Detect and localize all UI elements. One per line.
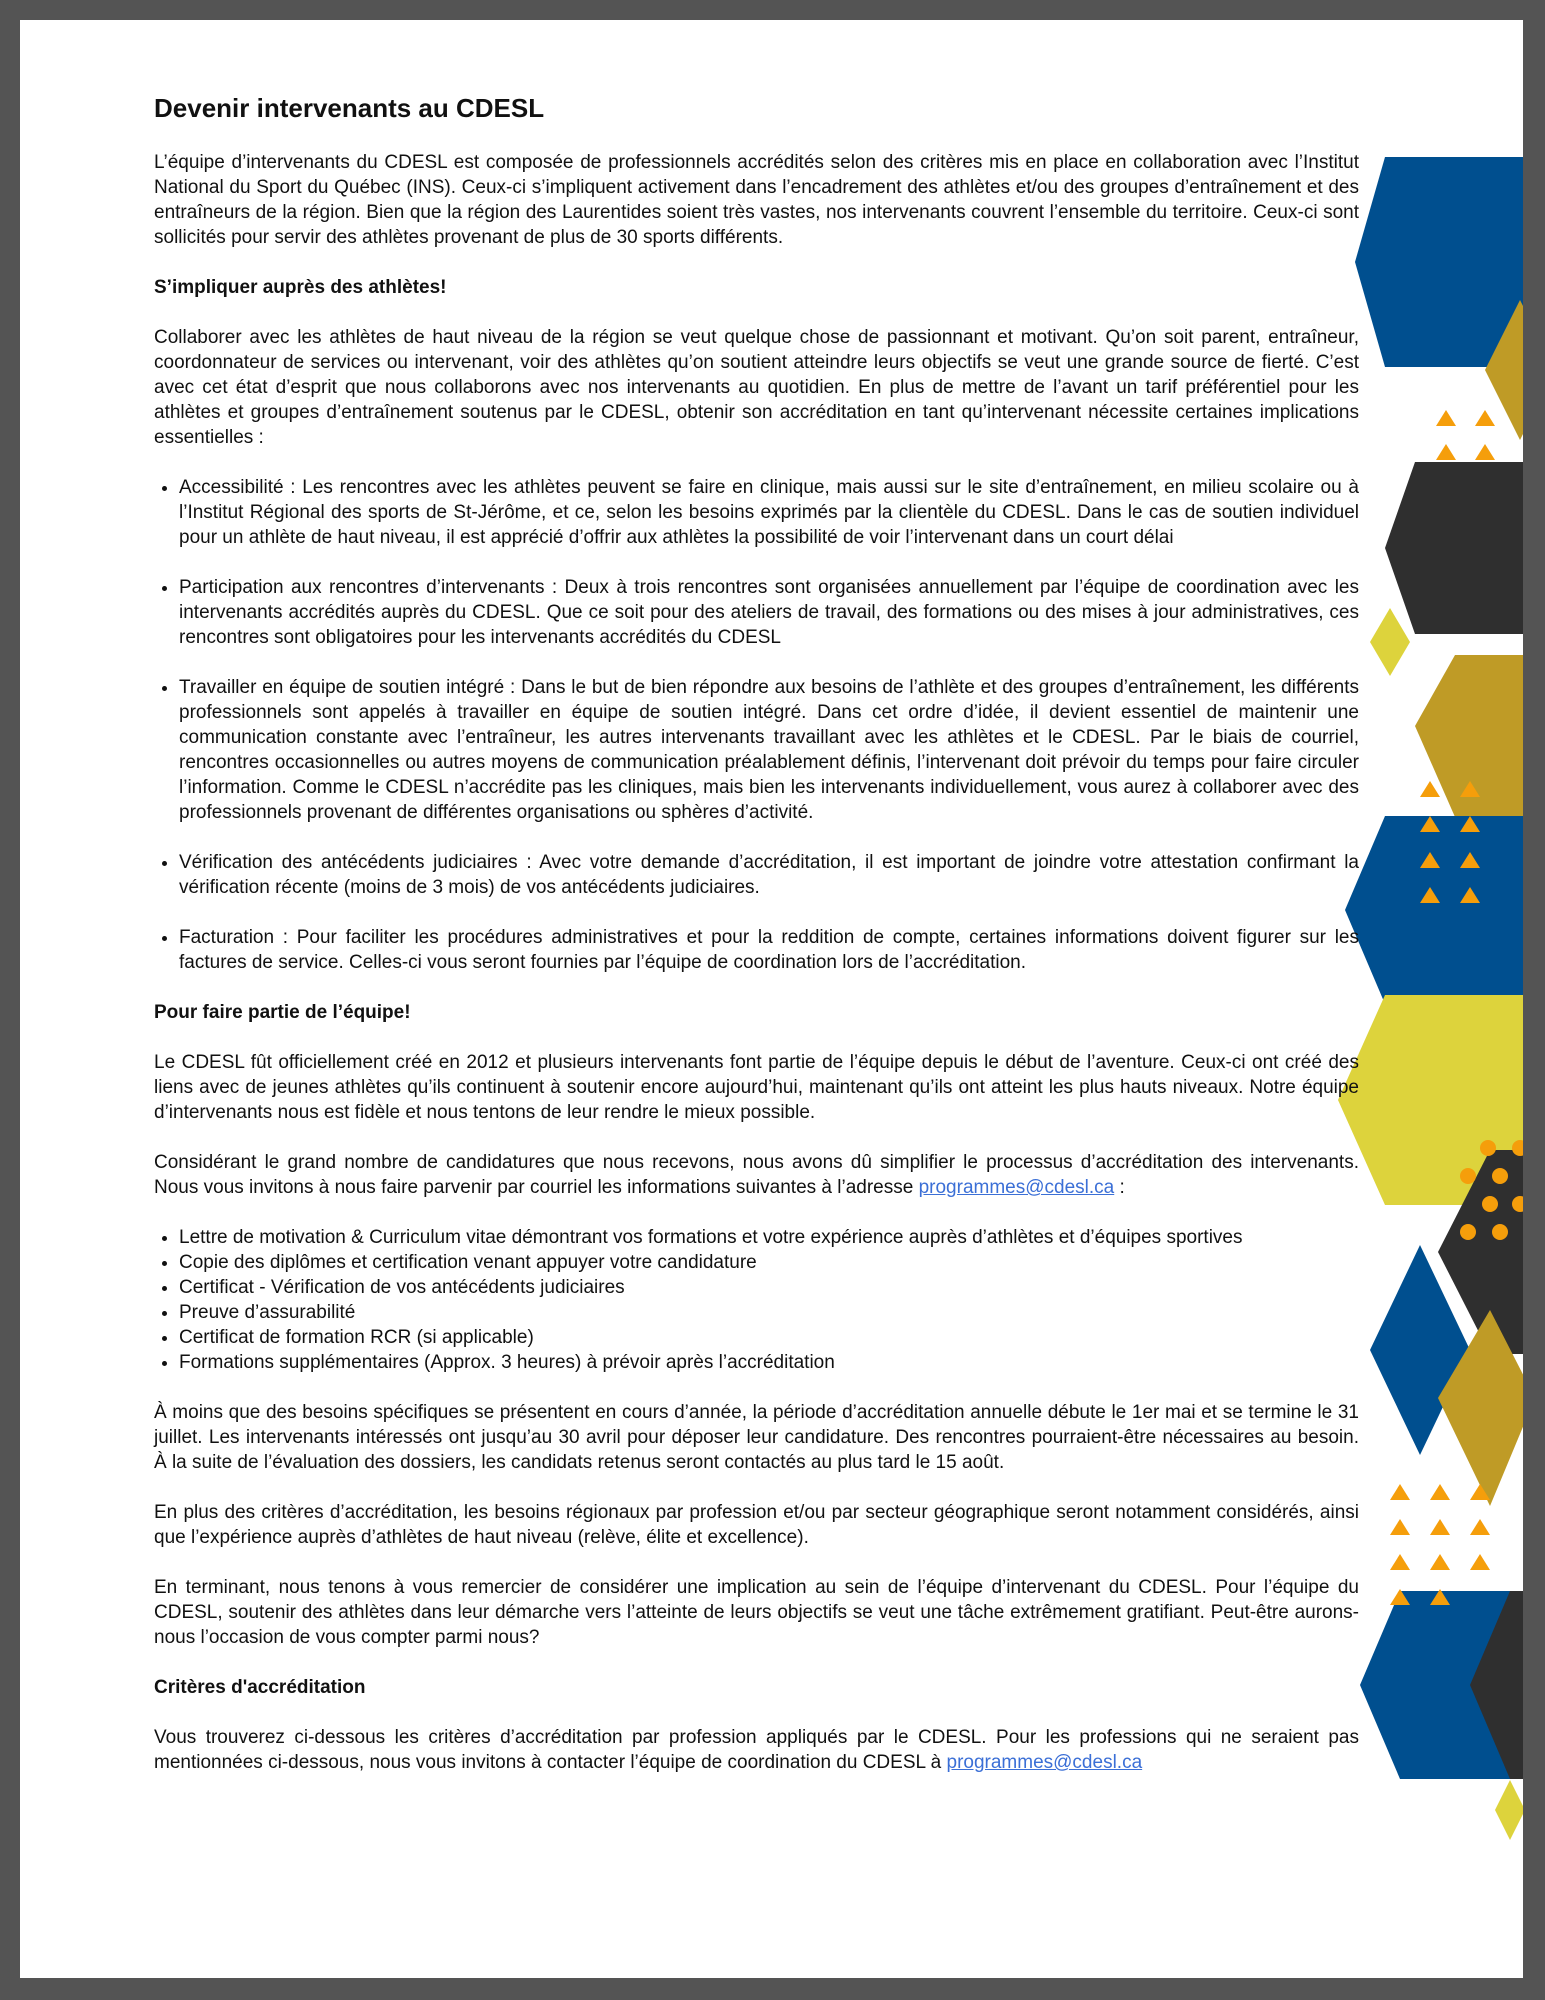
list-item: • Accessibilité : Les rencontres avec les athlètes peuvent se faire en clinique, mais aussi sur le site d’entraînement, en milieu scolaire ou à l’Institut Régional des sports de St-Jérôme, et ce, selon les besoins exprimés par la clientèle du CDESL. Dans le cas de soutien individuel pour un athlète de haut niveau, il est apprécié d’offrir aux athlètes la possibilité de voir l’intervenant dans un court délai	[179, 475, 1359, 550]
criteres-paragraph	[154, 1725, 1359, 1775]
candidature-paragraph	[154, 1150, 1359, 1200]
section-heading-criteres: Critères d'accréditation	[154, 1677, 366, 1698]
list-item: • Certificat de formation RCR (si applicable)	[179, 1325, 1359, 1350]
dark-hexagon	[1385, 462, 1523, 634]
implication-list	[154, 475, 1359, 975]
implication-paragraph: Collaborer avec les athlètes de haut niveau de la région se veut quelque chose de passionnant et motivant. Qu’on soit parent, entraîneur, coordonnateur de services ou intervenant, voir des athlètes qu’on soutient atteindre leurs objectifs se veut une grande source de fierté. C’est avec cet état d’esprit que nous collaborons avec nos intervenants au quotidien. En plus de mettre de l’avant un tarif préférentiel pour les athlètes et groupes d’entraînement soutenus par le CDESL, obtenir son accréditation en tant qu’intervenant nécessite certaines implications essentielles :	[154, 327, 1359, 448]
list-item: • Facturation : Pour faciliter les procédures administratives et pour la reddition de compte, certaines informations doivent figurer sur les factures de service. Celles-ci vous seront fournies par l’équipe de coordination lors de l’accréditation.	[179, 925, 1359, 975]
intro-paragraph: L’équipe d’intervenants du CDESL est composée de professionnels accrédités selon des critères mis en place en collaboration avec l’Institut National du Sport du Québec (INS). Ceux-ci s’impliquent activement dans l’encadrement des athlètes et/ou des groupes d’entraînement et des entraîneurs de la région. Bien que la région des Laurentides soient très vastes, nos intervenants couvrent l’ensemble du territoire. Ceux-ci sont sollicités pour servir des athlètes provenant de plus de 30 sports différents.	[154, 152, 1359, 248]
criteres-text: Vous trouverez ci-dessous les critères d’accréditation par profession appliqués par le CDESL. Pour les professions qui ne seraient pas mentionnées ci-dessous, nous vous invitons à contacter l’équipe de coordination du CDESL à	[154, 1727, 1359, 1773]
document-page	[20, 20, 1523, 1978]
list-item: • Travailler en équipe de soutien intégré : Dans le but de bien répondre aux besoins de l’athlète et des groupes d’entraînement, les différents professionnels sont appelés à travailler en équipe de soutien intégré. Dans cet ordre d’idée, il devient essentiel de maintenir une communication constante avec l’entraîneur, les autres intervenants travaillant avec les athlètes et le CDESL. Par le biais de courriel, rencontres occasionnelles ou autres moyens de communication préalablement définis, l’intervenant doit prévoir du temps pour faire circuler l’information. Comme le CDESL n’accrédite pas les cliniques, mais bien les intervenants individuellement, vous aurez à collaborer avec des professionnels provenant de différentes organisations ou sphères d’activité.	[179, 675, 1359, 825]
blue-hexagon	[1345, 816, 1523, 1004]
section-heading-equipe: Pour faire partie de l’équipe!	[154, 1002, 411, 1023]
list-item: • Formations supplémentaires (Approx. 3 heures) à prévoir après l’accréditation	[179, 1350, 1359, 1375]
section-heading-implication: S’impliquer auprès des athlètes!	[154, 277, 447, 298]
list-item: • Copie des diplômes et certification venant appuyer votre candidature	[179, 1250, 1359, 1275]
page-title: Devenir intervenants au CDESL	[154, 93, 545, 123]
email-link[interactable]: programmes@cdesl.ca	[946, 1752, 1143, 1773]
documents-list	[154, 1225, 1359, 1375]
yellow-diamond	[1370, 608, 1410, 676]
besoins-paragraph: En plus des critères d’accréditation, les besoins régionaux par profession et/ou par secteur géographique seront notamment considérés, ainsi que l’expérience auprès d’athlètes de haut niveau (relève, élite et excellence).	[154, 1502, 1359, 1548]
list-item: • Preuve d’assurabilité	[179, 1300, 1359, 1325]
candidature-text-end: :	[1114, 1177, 1125, 1198]
blue-hexagon	[1355, 157, 1523, 367]
periode-paragraph: À moins que des besoins spécifiques se présentent en cours d’année, la période d’accréditation annuelle débute le 1er mai et se termine le 31 juillet. Les intervenants intéressés ont jusqu’au 30 avril pour déposer leur candidature. Des rencontres pourraient-être nécessaires au besoin. À la suite de l’évaluation des dossiers, les candidats retenus seront contactés au plus tard le 15 août.	[154, 1402, 1359, 1473]
list-item: • Lettre de motivation & Curriculum vitae démontrant vos formations et votre expérience auprès d’athlètes et d’équipes sportives	[179, 1225, 1359, 1250]
yellow-diamond	[1495, 1780, 1523, 1840]
candidature-text: Considérant le grand nombre de candidatures que nous recevons, nous avons dû simplifier le processus d’accréditation des intervenants. Nous vous invitons à nous faire parvenir par courriel les informations suivantes à l’adresse	[154, 1152, 1359, 1198]
equipe-paragraph: Le CDESL fût officiellement créé en 2012 et plusieurs intervenants font partie de l’équipe depuis le début de l’aventure. Ceux-ci ont créé des liens avec de jeunes athlètes qu’ils continuent à soutenir encore aujourd’hui, maintenant qu’ils ont atteint les plus hauts niveaux. Notre équipe d’intervenants nous est fidèle et nous tentons de leur rendre le mieux possible.	[154, 1052, 1359, 1123]
list-item: • Participation aux rencontres d’intervenants : Deux à trois rencontres sont organisées annuellement par l’équipe de coordination avec les intervenants accrédités auprès du CDESL. Que ce soit pour des ateliers de travail, des formations ou des mises à jour administratives, ces rencontres sont obligatoires pour les intervenants accrédités du CDESL	[179, 575, 1359, 650]
list-item: • Vérification des antécédents judiciaires : Avec votre demande d’accréditation, il est important de joindre votre attestation confirmant la vérification récente (moins de 3 mois) de vos antécédents judiciaires.	[179, 850, 1359, 900]
list-item: • Certificat - Vérification de vos antécédents judiciaires	[179, 1275, 1359, 1300]
email-link[interactable]: programmes@cdesl.ca	[918, 1177, 1115, 1198]
document-content	[154, 90, 1359, 1800]
remerciement-paragraph: En terminant, nous tenons à vous remercier de considérer une implication au sein de l’équipe d’intervenant du CDESL. Pour l’équipe du CDESL, soutenir des athlètes dans leur démarche vers l’atteinte de leurs objectifs se veut une tâche extrêmement gratifiant. Peut-être aurons-nous l’occasion de vous compter parmi nous?	[154, 1577, 1359, 1648]
